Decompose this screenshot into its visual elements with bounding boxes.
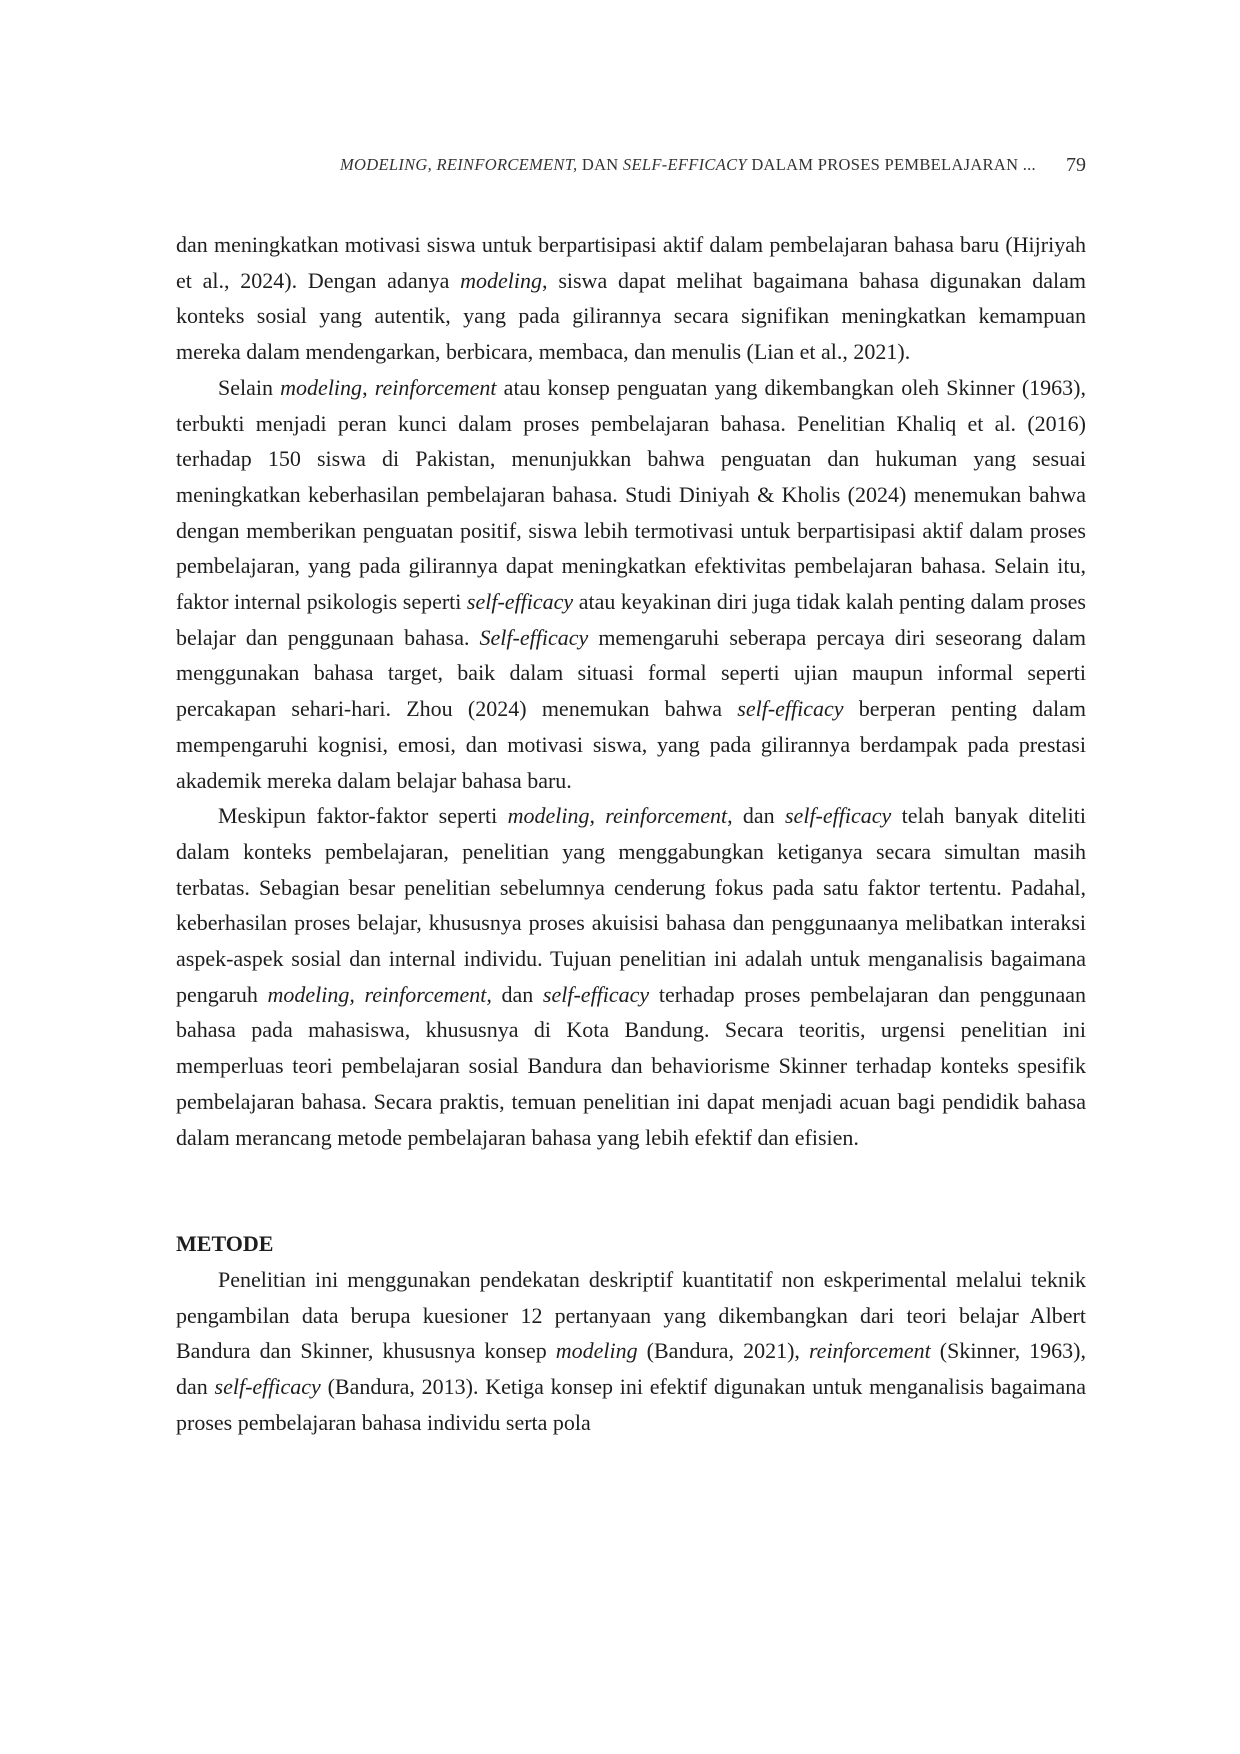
paragraph-4: Penelitian ini menggunakan pendekatan deskriptif kuantitatif non eskperimental melalui teknik pengambilan data berupa kuesioner 12 pertanyaan yang dikembangkan dari teori belajar Albert Bandura dan Skinner, khususnya konsep modeling (Bandura, 2021), reinforcement (Skinner, 1963), dan self-efficacy (Bandura, 2013). Ketiga konsep ini efektif digunakan untuk menganalisis bagaimana proses pembelajaran bahasa individu serta pola (176, 1266, 1087, 1435)
body-text (176, 227, 1086, 1441)
paragraph-1: dan meningkatkan motivasi siswa untuk berpartisipasi aktif dalam pembelajaran bahasa baru (Hijriyah et al., 2024). Dengan adanya modeling, siswa dapat melihat bagaimana bahasa digunakan dalam konteks sosial yang autentik, yang pada gilirannya secara signifikan meningkatkan kemampuan mereka dalam mendengarkan, berbicara, membaca, dan menulis (Lian et al., 2021). (176, 232, 1086, 365)
running-header (176, 150, 1086, 180)
section-heading-metode: METODE (176, 1231, 274, 1257)
paragraph-3: Meskipun faktor-faktor seperti modeling, reinforcement, dan self-efficacy telah banyak diteliti dalam konteks pembelajaran, penelitian yang menggabungkan ketiganya secara simultan masih terbatas. Sebagian besar penelitian sebelumnya cenderung fokus pada satu faktor tertentu. Padahal, keberhasilan proses belajar, khususnya proses akuisisi bahasa dan penggunaanya melibatkan interaksi aspek-aspek sosial dan internal individu. Tujuan penelitian ini adalah untuk menganalisis bagaimana pengaruh modeling, reinforcement, dan self-efficacy terhadap proses pembelajaran dan penggunaan bahasa pada mahasiswa, khususnya di Kota Bandung. Secara teoritis, urgensi penelitian ini memperluas teori pembelajaran sosial Bandura dan behaviorisme Skinner terhadap konteks spesifik pembelajaran bahasa. Secara praktis, temuan penelitian ini dapat menjadi acuan bagi pendidik bahasa dalam merancang metode pembelajaran bahasa yang lebih efektif dan efisien. (176, 803, 1086, 1150)
paragraph-2: Selain modeling, reinforcement atau konsep penguatan yang dikembangkan oleh Skinner (1963), terbukti menjadi peran kunci dalam proses pembelajaran bahasa. Penelitian Khaliq et al. (2016) terhadap 150 siswa di Pakistan, menunjukkan bahwa penguatan dan hukuman yang sesuai meningkatkan keberhasilan pembelajaran bahasa. Studi Diniyah & Kholis (2024) menemukan bahwa dengan memberikan penguatan positif, siswa lebih termotivasi untuk berpartisipasi aktif dalam proses pembelajaran, yang pada gilirannya dapat meningkatkan efektivitas pembelajaran bahasa. Selain itu, faktor internal psikologis seperti self-efficacy atau keyakinan diri juga tidak kalah penting dalam proses belajar dan penggunaan bahasa. Self-efficacy memengaruhi seberapa percaya diri seseorang dalam menggunakan bahasa target, baik dalam situasi formal seperti ujian maupun informal seperti percakapan sehari-hari. Zhou (2024) menemukan bahwa self-efficacy berperan penting dalam mempengaruhi kognisi, emosi, dan motivasi siswa, yang pada gilirannya berdampak pada prestasi akademik mereka dalam belajar bahasa baru. (176, 374, 1087, 793)
page-number: 79 (1066, 154, 1086, 176)
section-spacer (176, 1155, 1086, 1226)
running-title: MODELING, REINFORCEMENT, DAN SELF-EFFICACY DALAM PROSES PEMBELAJARAN ... (340, 155, 1036, 174)
